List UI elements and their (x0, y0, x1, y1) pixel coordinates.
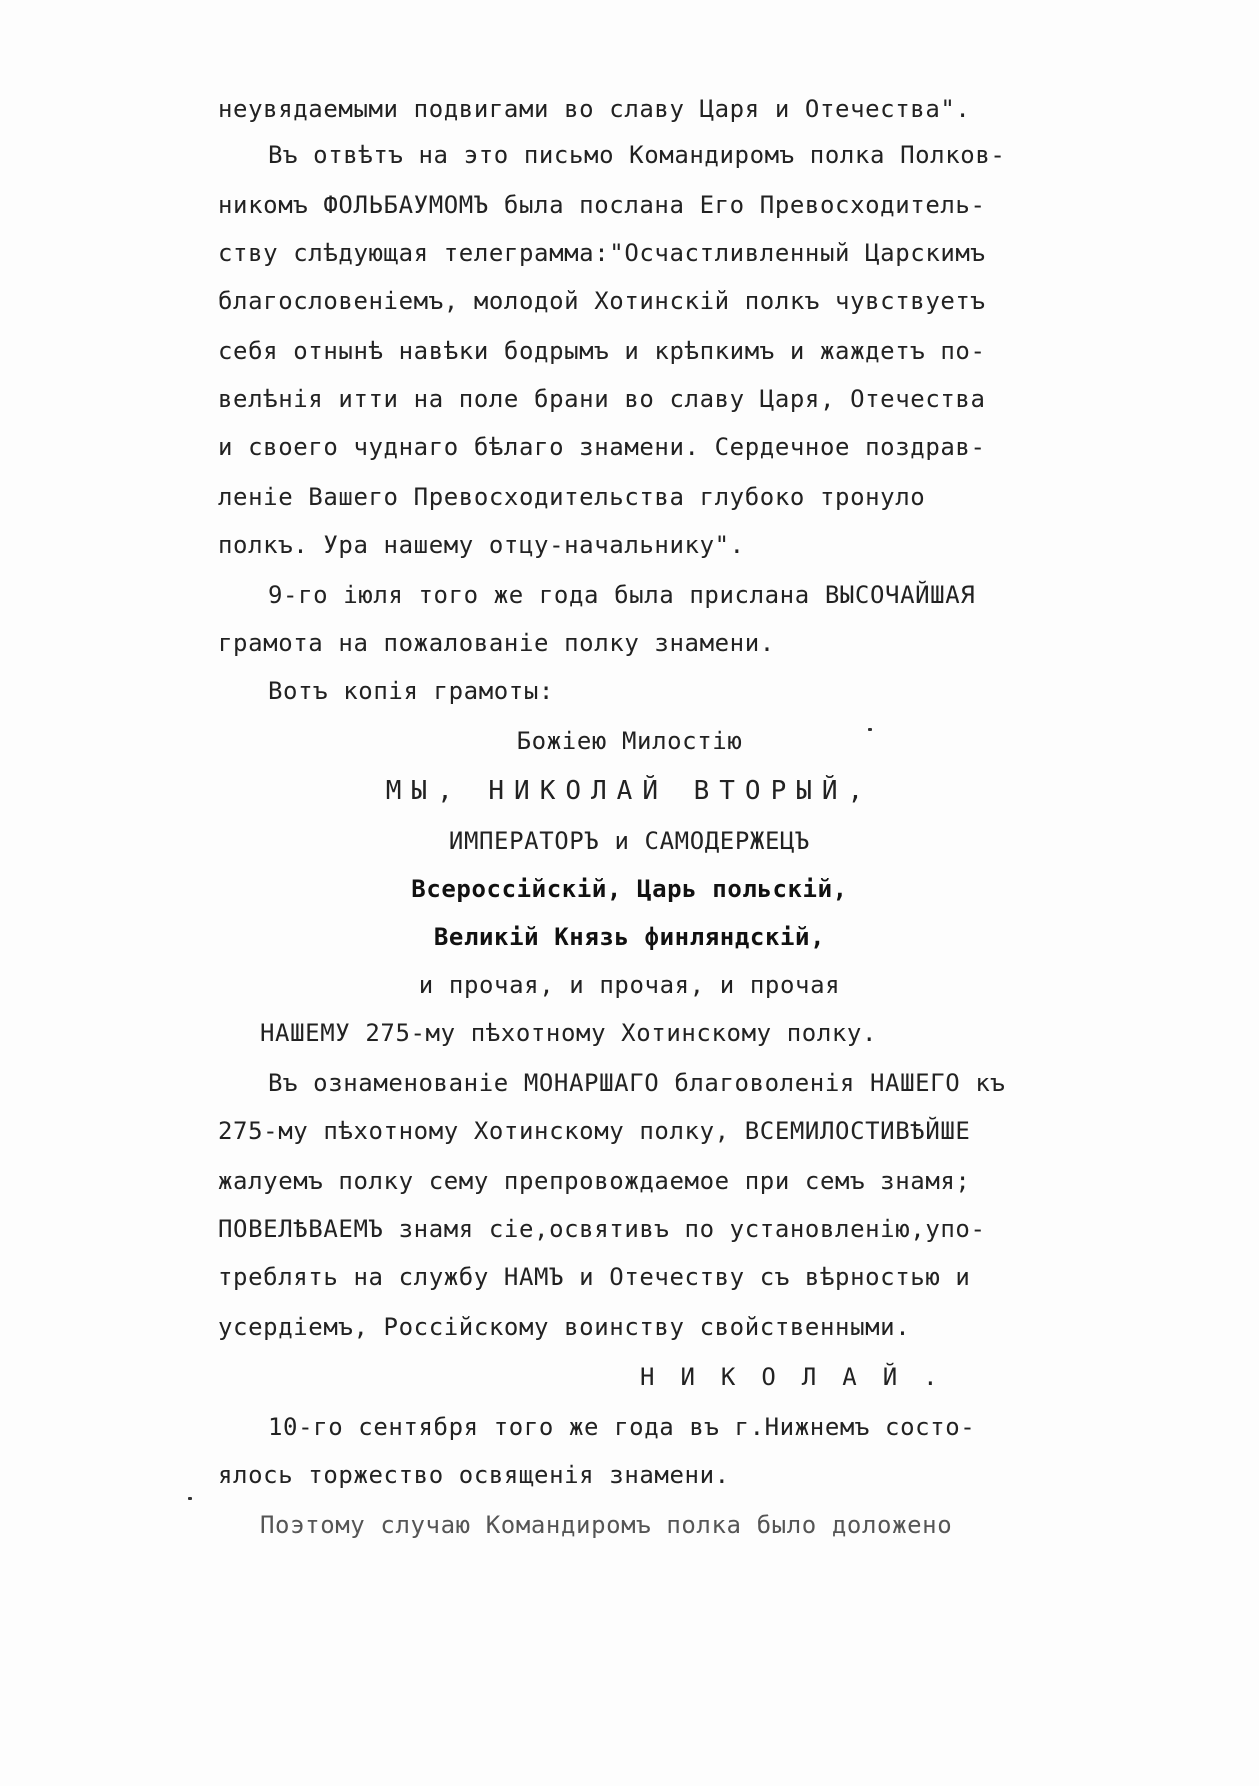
text-line-13: Вотъ копія грамоты: (268, 677, 554, 705)
text-line-3: никомъ ФОЛЬБАУМОМЪ была послана Его Превосходитель- (218, 191, 986, 219)
decree-body-4: ПОВЕЛѢВАЕМЪ знамя сіе,освятивъ по установленію,упо- (218, 1215, 986, 1243)
text-line-5: благословеніемъ, молодой Хотинскій полкъ чувствуетъ (218, 287, 986, 315)
text-line-6: себя отнынѣ навѣки бодрымъ и крѣпкимъ и жаждетъ по- (218, 337, 986, 365)
text-line-4: ству слѣдующая телеграмма:"Осчастливленный Царскимъ (218, 239, 986, 267)
scan-speck (188, 1497, 192, 1500)
decree-body-5: треблять на службу НАМЪ и Отечеству съ вѣрностью и (218, 1263, 971, 1291)
closing-line-1: 10-го сентября того же года въ г.Нижнемъ состо- (268, 1413, 976, 1441)
text-line-12: грамота на пожалованіе полку знамени. (218, 629, 775, 657)
text-line-11: 9-го іюля того же года была прислана ВЫСОЧАЙШАЯ (268, 581, 976, 609)
decree-body-6: усердіемъ, Россійскому воинству свойственными. (218, 1313, 911, 1341)
decree-line-1: Божіею Милостію (516, 727, 743, 755)
closing-line-3: Поэтому случаю Командиромъ полка было доложено (260, 1511, 953, 1539)
decree-line-2: МЫ, НИКОЛАЙ ВТОРЫЙ, (385, 776, 874, 806)
closing-line-2: ялось торжество освященія знамени. (218, 1461, 730, 1489)
signature: НИКОЛАЙ. (640, 1363, 964, 1391)
decree-line-4: Всероссійскій, Царь польскій, (411, 875, 848, 903)
text-line-1: неувядаемыми подвигами во славу Царя и Отечества". (218, 95, 971, 123)
decree-line-5: Великій Князь финляндскій, (433, 923, 826, 951)
text-line-7: велѣнія итти на поле брани во славу Царя, Отечества (218, 385, 986, 413)
decree-line-7: НАШЕМУ 275-му пѣхотному Хотинскому полку. (260, 1019, 878, 1047)
decree-line-6: и прочая, и прочая, и прочая (418, 971, 841, 999)
decree-body-1: Въ ознаменованіе МОНАРШАГО благоволенія НАШЕГО къ (268, 1069, 1006, 1097)
text-line-10: полкъ. Ура нашему отцу-начальнику". (218, 531, 745, 559)
text-line-9: леніе Вашего Превосходительства глубоко тронуло (218, 483, 926, 511)
decree-body-2: 275-му пѣхотному Хотинскому полку, ВСЕМИЛОСТИВѢЙШЕ (218, 1117, 971, 1145)
scan-speck (868, 728, 872, 731)
decree-line-3: ИМПЕРАТОРЪ и САМОДЕРЖЕЦЪ (448, 827, 811, 855)
decree-body-3: жалуемъ полку сему препровождаемое при семъ знамя; (218, 1167, 971, 1195)
text-line-2: Въ отвѣтъ на это письмо Командиромъ полка Полков- (268, 141, 1006, 169)
text-line-8: и своего чуднаго бѣлаго знамени. Сердечное поздрав- (218, 433, 986, 461)
